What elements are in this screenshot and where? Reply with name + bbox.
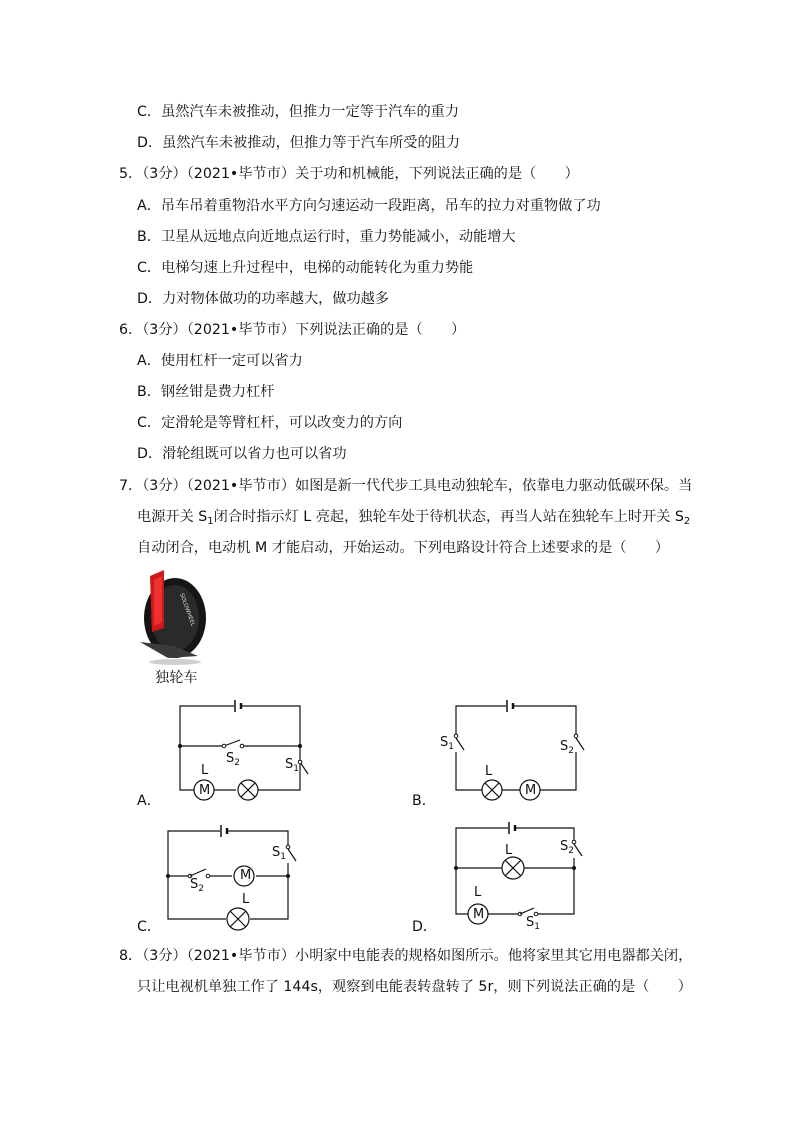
label-s1: $S_1$ <box>285 757 299 774</box>
label-s2: $S_2$ <box>560 839 574 856</box>
q5-stem: 5．（3分）（2021•毕节市）关于功和机械能，下列说法正确的是（ ） <box>119 166 579 182</box>
q7-stem-line3: 自动闭合，电动机 M 才能启动，开始运动。下列电路设计符合上述要求的是（ ） <box>137 540 670 556</box>
q6-option-b: B．钢丝钳是费力杠杆 <box>137 384 275 400</box>
q6-option-a: A．使用杠杆一定可以省力 <box>137 353 303 369</box>
label-l: L <box>201 763 209 778</box>
q6-stem: 6．（3分）（2021•毕节市）下列说法正确的是（ ） <box>119 322 466 338</box>
unicycle-image <box>138 566 208 666</box>
choice-d: D． <box>412 919 438 935</box>
q4-option-d: D．虽然汽车未被推动，但推力等于汽车所受的阻力 <box>137 135 461 151</box>
choice-a: A． <box>137 793 161 809</box>
label-l: L <box>505 843 513 858</box>
label-m: M <box>240 868 252 883</box>
q5-option-b: B．卫星从远地点向近地点运行时，重力势能减小，动能增大 <box>137 229 516 245</box>
label-s2: $S_2$ <box>560 739 574 756</box>
circuit-d <box>448 820 588 920</box>
label-s1: $S_1$ <box>440 735 454 752</box>
label-s2: $S_2$ <box>226 751 240 768</box>
q5-option-d: D．力对物体做功的功率越大，做功越多 <box>137 291 390 307</box>
q5-option-a: A．吊车吊着重物沿水平方向匀速运动一段距离，吊车的拉力对重物做了功 <box>137 198 601 214</box>
q5-option-c: C．电梯匀速上升过程中，电梯的动能转化为重力势能 <box>137 260 474 276</box>
label-l: L <box>485 764 493 779</box>
label-s1: $S_1$ <box>526 915 540 932</box>
label-m: M <box>525 783 537 798</box>
q7-stem-line1: 7．（3分）（2021•毕节市）如图是新一代代步工具电动独轮车，依靠电力驱动低碳环保。当 <box>119 478 693 494</box>
unicycle-caption: 独轮车 <box>155 670 198 686</box>
circuit-a <box>170 700 310 795</box>
label-s1: $S_1$ <box>272 845 286 862</box>
label-m: M <box>473 907 485 922</box>
q8-stem-line2: 只让电视机单独工作了 144s，观察到电能表转盘转了 5r，则下列说法正确的是（ ） <box>137 979 692 995</box>
wheel-brand-text: SOLOWHEEL <box>178 592 196 628</box>
q6-option-c: C．定滑轮是等臂杠杆，可以改变力的方向 <box>137 415 403 431</box>
q6-option-d: D．滑轮组既可以省力也可以省功 <box>137 446 347 462</box>
label-m: M <box>199 783 211 798</box>
circuit-c <box>162 823 302 923</box>
q8-stem-line1: 8．（3分）（2021•毕节市）小明家中电能表的规格如图所示。他将家里其它用电器都关闭， <box>119 948 693 964</box>
label-l: L <box>242 892 250 907</box>
q4-option-c: C．虽然汽车未被推动，但推力一定等于汽车的重力 <box>137 104 460 120</box>
choice-b: B． <box>412 793 436 809</box>
choice-c: C． <box>137 919 162 935</box>
q7-stem-line2: 电源开关 $S_1$闭合时指示灯 L 亮起，独轮车处于待机状态，再当人站在独轮车上时开关 $S_2$ <box>137 509 691 527</box>
label-l: L <box>474 885 482 900</box>
label-s2: $S_2$ <box>190 877 204 894</box>
